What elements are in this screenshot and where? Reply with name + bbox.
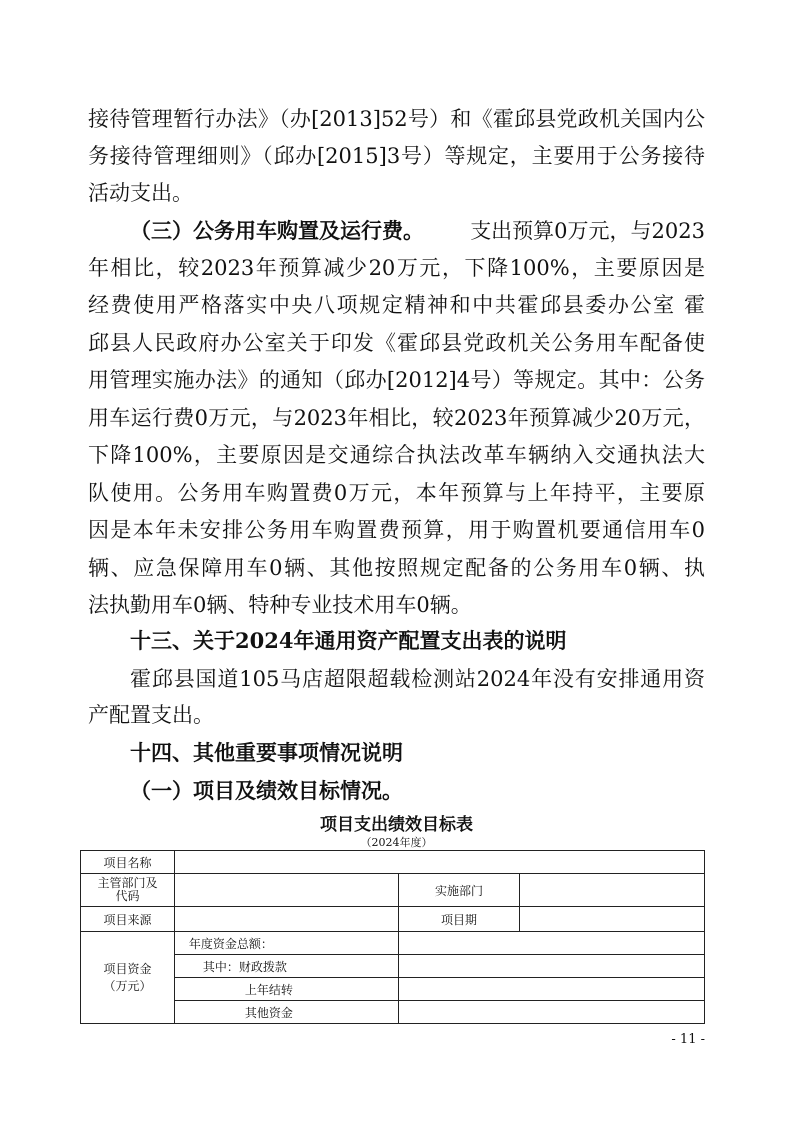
- text-line: 接待管理暂行办法》（办[2013]52号）和《霍邱县党政机关国内公: [88, 107, 705, 131]
- cell-label: 其他资金: [174, 1001, 398, 1024]
- table-row: [81, 978, 705, 1001]
- section-14-heading: 十四、其他重要事项情况说明: [130, 740, 403, 765]
- table-row: [81, 851, 705, 874]
- text-line: 下降100%，主要原因是交通综合执法改革车辆纳入交通执法大: [88, 443, 705, 467]
- subsection-heading: （一）项目及绩效目标情况。: [130, 778, 403, 803]
- text-line: 年相比，较2023年预算减少20万元，下降100%，主要原因是: [88, 256, 705, 280]
- cell-label: 主管部门及代码: [81, 874, 175, 907]
- para-heading: （三）公务用车购置及运行费。: [130, 218, 424, 243]
- cell-value: [174, 907, 398, 932]
- text-line: 因是本年未安排公务用车购置费预算，用于购置机要通信用车0: [88, 518, 705, 542]
- page-number: - 11 -: [671, 1032, 705, 1047]
- cell-value: [174, 851, 704, 874]
- text-line: 务接待管理细则》（邱办[2015]3号）等规定，主要用于公务接待: [88, 144, 705, 168]
- cell-label: 实施部门: [398, 874, 520, 907]
- cell-value: [398, 1001, 704, 1024]
- table-subtitle: （2024年度）: [360, 836, 433, 849]
- cell-value: [398, 955, 704, 978]
- cell-label: 项目期: [398, 907, 520, 932]
- cell-value: [520, 907, 705, 932]
- table-row: [81, 874, 705, 907]
- table-row: [81, 907, 705, 932]
- text-line: 经费使用严格落实中央八项规定精神和中共霍邱县委办公室 霍: [88, 293, 705, 317]
- text-line: 法执勤用车0辆、特种专业技术用车0辆。: [88, 593, 472, 617]
- text-line: 霍邱县国道105马店超限超载检测站2024年没有安排通用资: [130, 667, 705, 691]
- text-line: 用管理实施办法》的通知（邱办[2012]4号）等规定。其中：公务: [88, 368, 705, 392]
- cell-value: [174, 874, 398, 907]
- cell-label: 项目来源: [81, 907, 175, 932]
- table-row: [81, 932, 705, 955]
- text-line: 邱县人民政府办公室关于印发《霍邱县党政机关公务用车配备使: [88, 331, 705, 355]
- cell-label: 项目名称: [81, 851, 175, 874]
- text-span: 支出预算0万元，与2023: [470, 219, 705, 243]
- cell-value: [520, 874, 705, 907]
- text-line: 队使用。公务用车购置费0万元，本年预算与上年持平，主要原: [88, 481, 705, 505]
- cell-value: [398, 978, 704, 1001]
- cell-value: [398, 932, 704, 955]
- performance-table: [80, 850, 705, 1024]
- table-row: [81, 1001, 705, 1024]
- text-line: 活动支出。: [88, 181, 193, 205]
- table-title: 项目支出绩效目标表: [320, 815, 473, 835]
- table-row: [81, 955, 705, 978]
- text-line: 产配置支出。: [88, 703, 214, 727]
- cell-label: 上年结转: [174, 978, 398, 1001]
- text-line: 用车运行费0万元，与2023年相比，较2023年预算减少20万元，: [88, 406, 705, 430]
- cell-label: 其中：财政拨款: [174, 955, 398, 978]
- cell-label: 年度资金总额：: [174, 932, 398, 955]
- text-line: [130, 218, 705, 244]
- section-13-heading: 十三、关于2024年通用资产配置支出表的说明: [130, 628, 567, 653]
- cell-label: 项目资金（万元）: [81, 932, 175, 1024]
- text-line: 辆、应急保障用车0辆、其他按照规定配备的公务用车0辆、执: [88, 556, 705, 580]
